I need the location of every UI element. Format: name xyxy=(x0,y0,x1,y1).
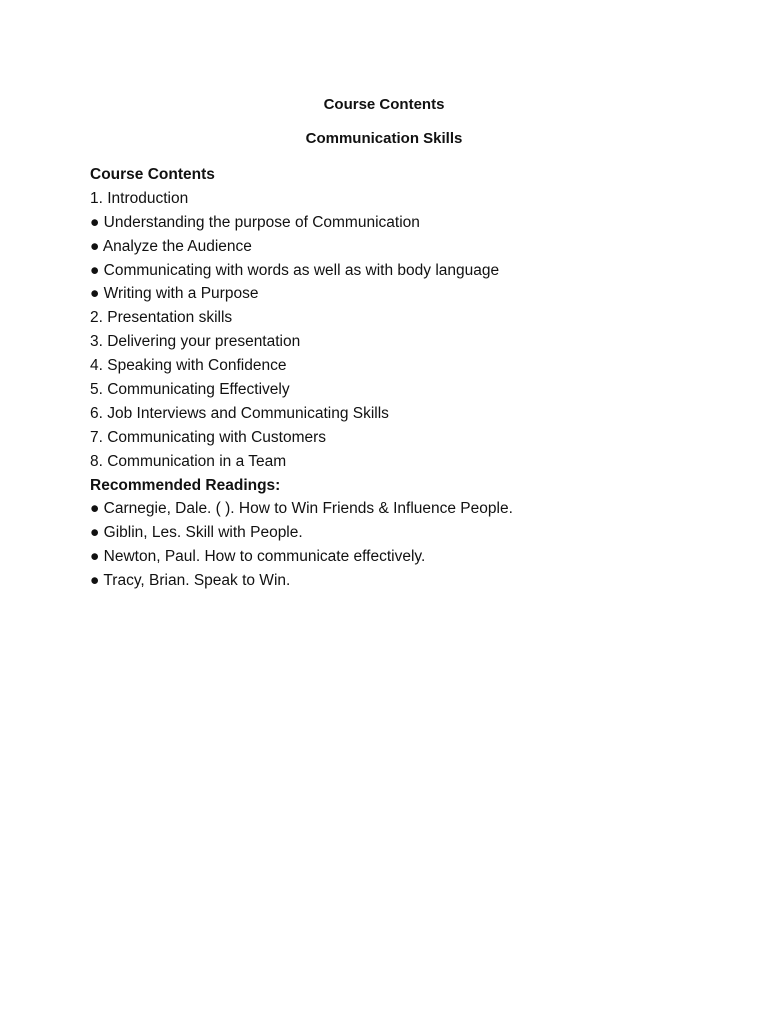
document-subtitle: Communication Skills xyxy=(305,130,463,147)
list-item: 2. Presentation skills xyxy=(90,309,233,327)
list-item: 1. Introduction xyxy=(90,189,189,207)
list-item: 7. Communicating with Customers xyxy=(90,428,327,446)
list-item: 6. Job Interviews and Communicating Skills xyxy=(90,404,389,422)
list-item: 4. Speaking with Confidence xyxy=(90,357,287,375)
list-item: ● Communicating with words as well as with body language xyxy=(90,261,500,279)
list-item: 8. Communication in a Team xyxy=(90,452,287,470)
reading-item: ● Carnegie, Dale. ( ). How to Win Friends & Influence People. xyxy=(90,500,513,518)
reading-item: ● Giblin, Les. Skill with People. xyxy=(90,524,303,542)
section-heading: Course Contents xyxy=(90,166,215,183)
list-item: 5. Communicating Effectively xyxy=(90,381,290,399)
readings-heading: Recommended Readings: xyxy=(90,476,281,494)
list-item: ● Writing with a Purpose xyxy=(90,285,259,303)
reading-item: ● Newton, Paul. How to communicate effectively. xyxy=(90,548,426,566)
list-item: 3. Delivering your presentation xyxy=(90,333,301,351)
reading-item: ● Tracy, Brian. Speak to Win. xyxy=(90,572,291,590)
list-item: ● Understanding the purpose of Communication xyxy=(90,213,420,231)
document-title: Course Contents xyxy=(323,96,445,113)
course-contents-body xyxy=(90,163,730,593)
list-item: ● Analyze the Audience xyxy=(90,237,252,255)
